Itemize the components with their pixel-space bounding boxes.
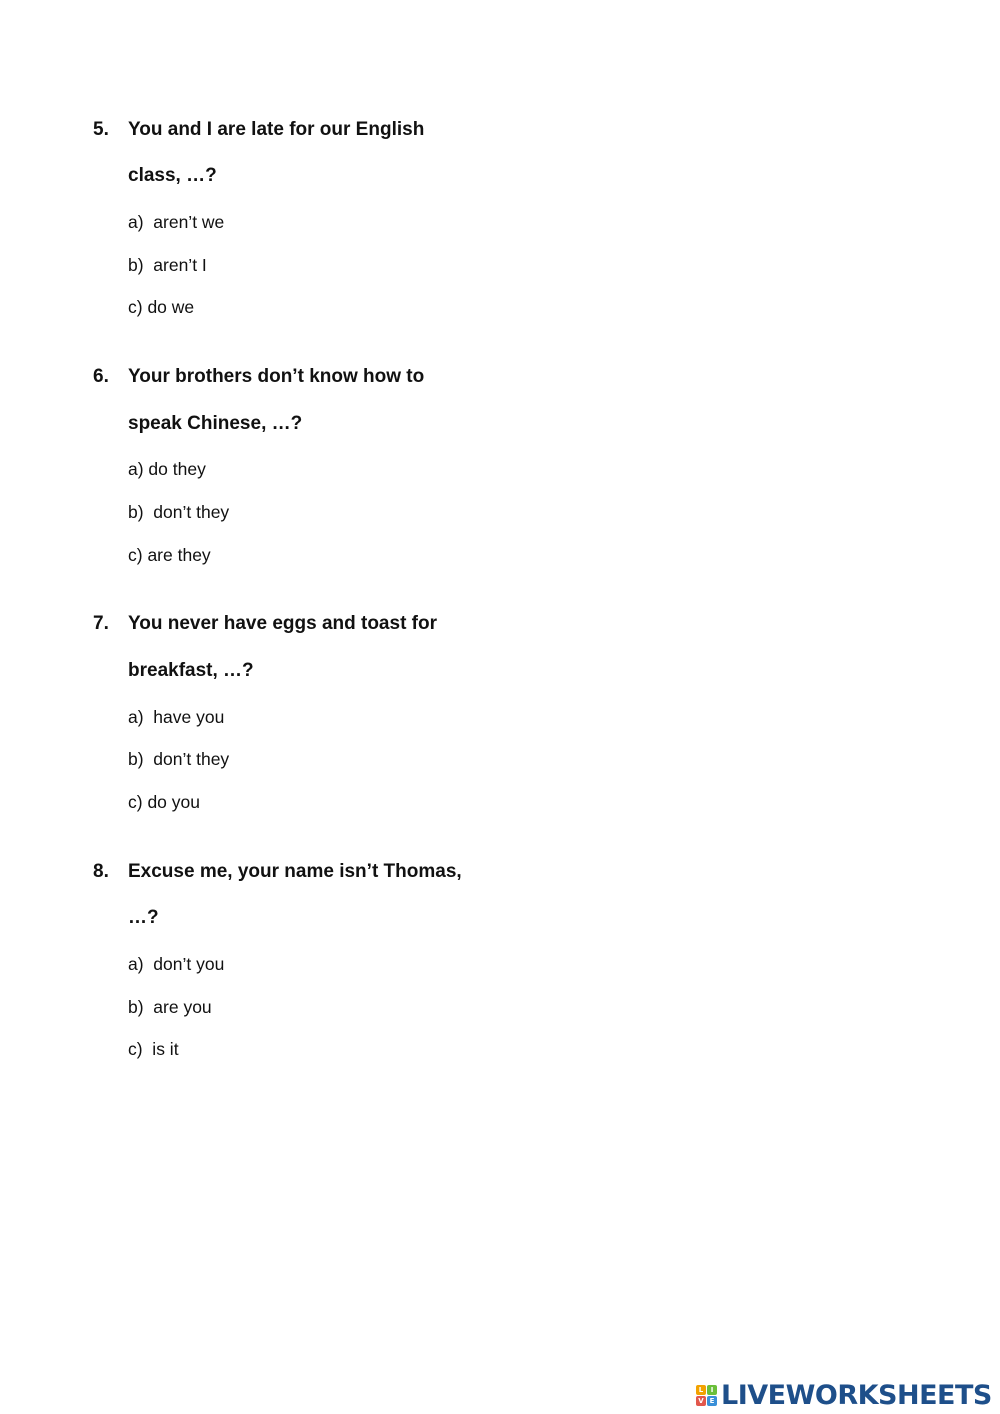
logo-mark-icon xyxy=(696,1385,717,1406)
liveworksheets-logo xyxy=(696,1381,992,1409)
question-text-line-2: class, …? xyxy=(128,165,217,186)
question-text-line-2: …? xyxy=(128,907,159,928)
question-number: 6. xyxy=(93,366,109,387)
option-b[interactable]: b) don’t they xyxy=(128,502,230,522)
option-b[interactable]: b) aren’t I xyxy=(128,255,207,275)
option-a[interactable]: a) aren’t we xyxy=(128,212,225,232)
option-a[interactable]: a) don’t you xyxy=(128,954,225,974)
option-a[interactable]: a) have you xyxy=(128,707,225,727)
question-number: 5. xyxy=(93,119,109,140)
logo-mark-tile: V xyxy=(696,1396,706,1406)
option-a[interactable]: a) do they xyxy=(128,459,206,479)
question-number: 7. xyxy=(93,613,109,634)
logo-mark-tile: I xyxy=(707,1385,717,1395)
option-b[interactable]: b) are you xyxy=(128,997,212,1017)
question-text-line-2: breakfast, …? xyxy=(128,660,254,681)
question-number: 8. xyxy=(93,861,109,882)
logo-text: LIVEWORKSHEETS xyxy=(721,1379,992,1411)
option-b[interactable]: b) don’t they xyxy=(128,749,230,769)
option-c[interactable]: c) do we xyxy=(128,297,195,317)
option-c[interactable]: c) do you xyxy=(128,792,200,812)
logo-mark-tile: E xyxy=(707,1396,717,1406)
question-text-line-1: You and I are late for our English xyxy=(128,119,425,140)
question-text-line-2: speak Chinese, …? xyxy=(128,413,303,434)
question-text-line-1: Your brothers don’t know how to xyxy=(128,366,425,387)
option-c[interactable]: c) are they xyxy=(128,545,211,565)
logo-mark-tile: L xyxy=(696,1385,706,1395)
question-text-line-1: Excuse me, your name isn’t Thomas, xyxy=(128,861,462,882)
option-c[interactable]: c) is it xyxy=(128,1039,179,1059)
question-text-line-1: You never have eggs and toast for xyxy=(128,613,438,634)
